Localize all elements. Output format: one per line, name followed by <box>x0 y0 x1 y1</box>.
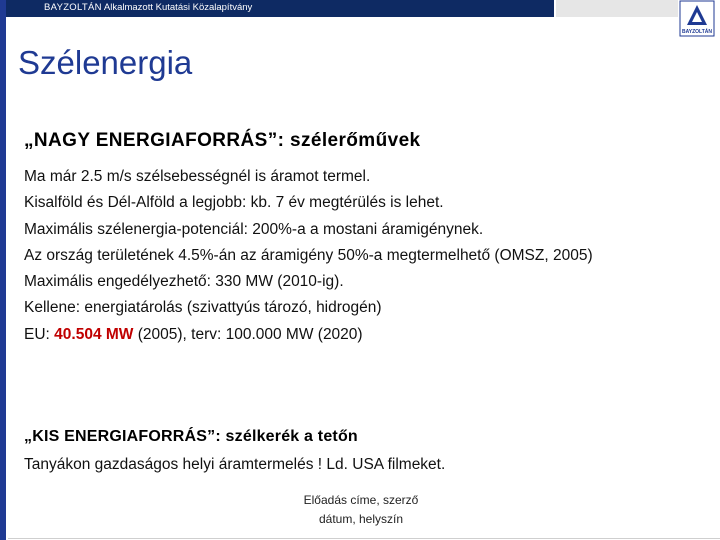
text-line: Kellene: energiatárolás (szivattyús tározó, hidrogén) <box>24 299 382 317</box>
page-title: Szélenergia <box>18 44 193 81</box>
bayzoltan-logo <box>679 0 715 37</box>
section-heading-small: „KIS ENERGIAFORRÁS”: szélkerék a tetőn <box>24 428 358 445</box>
organization-name <box>44 2 252 13</box>
footer-line-1: Előadás címe, szerző <box>303 493 419 507</box>
small-section-line: Tanyákon gazdaságos helyi áramtermelés ! Ld. USA filmeket. <box>24 456 446 473</box>
logo-text: BAYZOLTÁN <box>682 29 712 35</box>
eu-highlight-value: 40.504 MW <box>54 325 134 343</box>
organization-prefix: BAYZOLTÁN <box>44 2 102 13</box>
header-grey-strip <box>556 0 678 17</box>
large-section-lines <box>24 164 593 348</box>
text-line: Az ország területének 4.5%-án az áramigény 50%-a megtermelhető (OMSZ, 2005) <box>24 246 593 264</box>
text-line: Maximális engedélyezhető: 330 MW (2010-ig). <box>24 273 344 291</box>
eu-suffix: (2005), terv: 100.000 MW (2020) <box>133 325 363 343</box>
footer-line-2: dátum, helyszín <box>318 512 404 526</box>
text-line: Ma már 2.5 m/s szélsebességnél is áramot termel. <box>24 168 371 185</box>
text-line: Kisalföld és Dél-Alföld a legjobb: kb. 7 év megtérülés is lehet. <box>24 194 444 212</box>
left-accent-bar <box>0 0 6 540</box>
section-heading-large: „NAGY ENERGIAFORRÁS”: szélerőművek <box>24 130 421 151</box>
header-band <box>6 0 554 17</box>
eu-prefix: EU: <box>24 325 55 343</box>
eu-line <box>24 322 593 348</box>
text-line: Maximális szélenergia-potenciál: 200%-a a mostani áramigénynek. <box>24 220 484 238</box>
logo-icon <box>679 0 715 37</box>
organization-rest: Alkalmazott Kutatási Közalapítvány <box>101 2 253 13</box>
footer-placeholder <box>276 491 446 529</box>
bottom-divider <box>8 538 720 539</box>
